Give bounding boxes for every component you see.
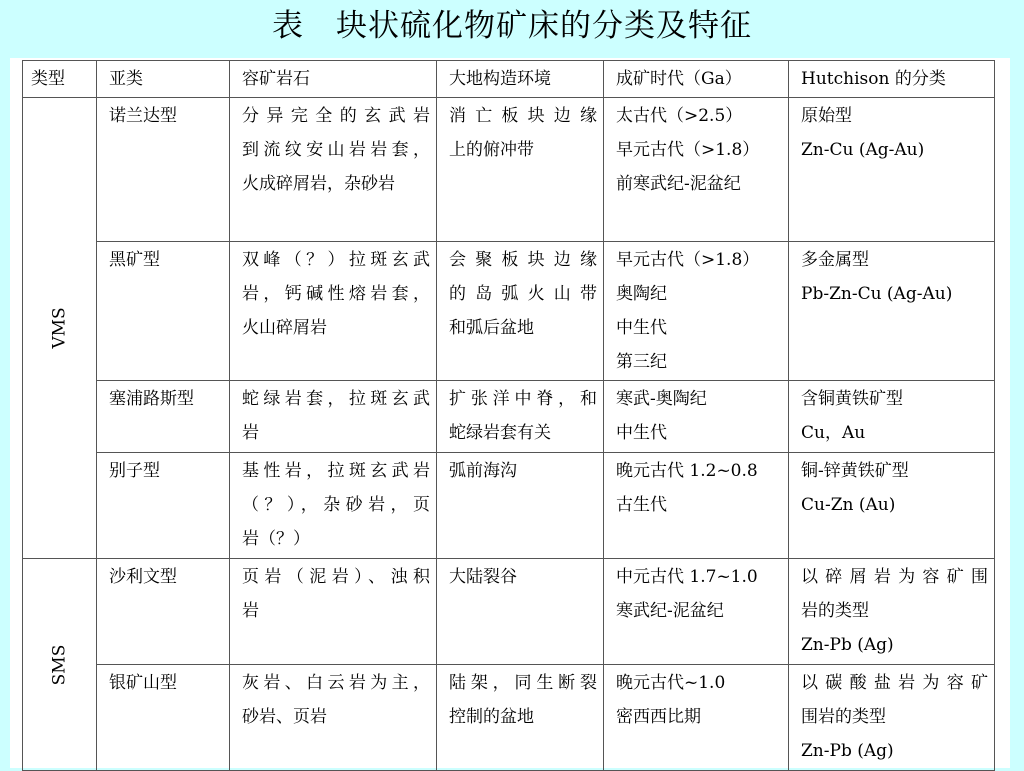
table-row	[23, 98, 995, 242]
hutchison-cell	[789, 559, 995, 665]
cell-line: 岩，钙碱性熔岩套，	[242, 284, 430, 304]
table-row	[23, 381, 995, 453]
slide-title: 表 块状硫化物矿床的分类及特征	[272, 8, 752, 44]
cell-line: 上的俯冲带	[449, 140, 534, 160]
cell-line: 古生代	[616, 495, 667, 515]
cell-line: 前寒武纪-泥盆纪	[616, 174, 741, 194]
cell-line: 寒武-奥陶纪	[616, 389, 707, 409]
cell-line: 蛇绿岩套，拉斑玄武	[242, 389, 430, 409]
hutchison-cell	[789, 381, 995, 453]
cell-line: 消亡板块边缘	[449, 106, 597, 126]
header-host-rock: 容矿岩石	[230, 61, 437, 98]
cell-line: 围岩的类型	[801, 707, 886, 727]
cell-line: Cu-Zn (Au)	[801, 495, 896, 515]
subtype-cell: 塞浦路斯型	[97, 381, 230, 453]
host-rock-cell	[230, 665, 437, 771]
host-rock-cell	[230, 559, 437, 665]
age-cell	[604, 559, 789, 665]
subtype-cell: 银矿山型	[97, 665, 230, 771]
host-rock-cell	[230, 242, 437, 381]
host-rock-cell	[230, 381, 437, 453]
cell-line: 的岛弧火山带	[449, 284, 597, 304]
type-label: VMS	[49, 307, 70, 349]
cell-line: 陆架，同生断裂	[449, 673, 597, 693]
cell-line: Zn-Cu (Ag-Au)	[801, 140, 925, 160]
cell-line: 大陆裂谷	[449, 567, 517, 587]
age-cell	[604, 381, 789, 453]
cell-line: 会聚板块边缘	[449, 250, 597, 270]
tectonic-cell	[437, 559, 604, 665]
header-tectonic-setting: 大地构造环境	[437, 61, 604, 98]
cell-line: 弧前海沟	[449, 461, 517, 481]
table-row	[23, 559, 995, 665]
cell-line: 页岩（泥岩）、浊积	[242, 567, 430, 587]
tectonic-cell	[437, 381, 604, 453]
subtype-cell: 黑矿型	[97, 242, 230, 381]
cell-line: 以碳酸盐岩为容矿	[801, 673, 988, 693]
cell-line: 晚元古代~1.0	[616, 673, 726, 693]
cell-line: 岩（？）	[242, 529, 310, 549]
cell-line: Cu，Au	[801, 423, 866, 443]
cell-line: 扩张洋中脊，和	[449, 389, 597, 409]
cell-line: 太古代（>2.5）	[616, 106, 743, 126]
cell-line: Pb-Zn-Cu (Ag-Au)	[801, 284, 953, 304]
age-cell	[604, 665, 789, 771]
cell-line: 砂岩、页岩	[242, 707, 327, 727]
cell-line: 寒武纪-泥盆纪	[616, 601, 724, 621]
host-rock-cell	[230, 98, 437, 242]
cell-line: 多金属型	[801, 250, 869, 270]
cell-line: 灰岩、白云岩为主，	[242, 673, 430, 693]
cell-line: 原始型	[801, 106, 852, 126]
tectonic-cell	[437, 453, 604, 559]
header-type: 类型	[23, 61, 97, 98]
header-ore-age: 成矿时代（Ga）	[604, 61, 789, 98]
cell-line: 火山碎屑岩	[242, 318, 327, 338]
cell-line: 密西西比期	[616, 707, 701, 727]
cell-line: 早元古代（>1.8）	[616, 250, 760, 270]
header-subtype: 亚类	[97, 61, 230, 98]
subtype-cell: 沙利文型	[97, 559, 230, 665]
table-row	[23, 665, 995, 771]
hutchison-cell	[789, 453, 995, 559]
cell-line: 岩的类型	[801, 601, 869, 621]
cell-line: 中生代	[616, 423, 667, 443]
cell-line: 岩	[242, 423, 259, 443]
age-cell	[604, 242, 789, 381]
cell-line: （？），杂砂岩，页	[242, 495, 430, 515]
cell-line: 中生代	[616, 318, 667, 338]
cell-line: 到流纹安山岩岩套，	[242, 140, 430, 160]
table-row	[23, 453, 995, 559]
cell-line: 火成碎屑岩，杂砂岩	[242, 174, 395, 194]
table-row	[23, 242, 995, 381]
cell-line: 控制的盆地	[449, 707, 534, 727]
header-row	[23, 61, 995, 98]
hutchison-cell	[789, 242, 995, 381]
cell-line: 含铜黄铁矿型	[801, 389, 903, 409]
subtype-cell: 别子型	[97, 453, 230, 559]
cell-line: 中元古代 1.7~1.0	[616, 567, 758, 587]
cell-line: Zn-Pb (Ag)	[801, 635, 894, 655]
host-rock-cell	[230, 453, 437, 559]
type-label: SMS	[49, 644, 70, 685]
cell-line: 蛇绿岩套有关	[449, 423, 551, 443]
tectonic-cell	[437, 665, 604, 771]
age-cell	[604, 453, 789, 559]
header-hutchison-class: Hutchison 的分类	[789, 61, 995, 98]
cell-line: 双峰（？）拉斑玄武	[242, 250, 430, 270]
tectonic-cell	[437, 242, 604, 381]
cell-line: 早元古代（>1.8）	[616, 140, 760, 160]
cell-line: 岩	[242, 601, 259, 621]
cell-line: 以碎屑岩为容矿围	[801, 567, 988, 587]
cell-line: 基性岩，拉斑玄武岩	[242, 461, 430, 481]
subtype-cell: 诺兰达型	[97, 98, 230, 242]
hutchison-cell	[789, 98, 995, 242]
tectonic-cell	[437, 98, 604, 242]
cell-line: 第三纪	[616, 352, 667, 372]
cell-line: 和弧后盆地	[449, 318, 534, 338]
cell-line: 奥陶纪	[616, 284, 667, 304]
hutchison-cell	[789, 665, 995, 771]
cell-line: Zn-Pb (Ag)	[801, 741, 894, 761]
cell-line: 铜-锌黄铁矿型	[801, 461, 909, 481]
ore-deposit-table	[22, 60, 995, 771]
cell-line: 晚元古代 1.2~0.8	[616, 461, 758, 481]
age-cell	[604, 98, 789, 242]
cell-line: 分异完全的玄武岩	[242, 106, 430, 126]
type-cell	[23, 559, 97, 771]
type-cell	[23, 98, 97, 559]
